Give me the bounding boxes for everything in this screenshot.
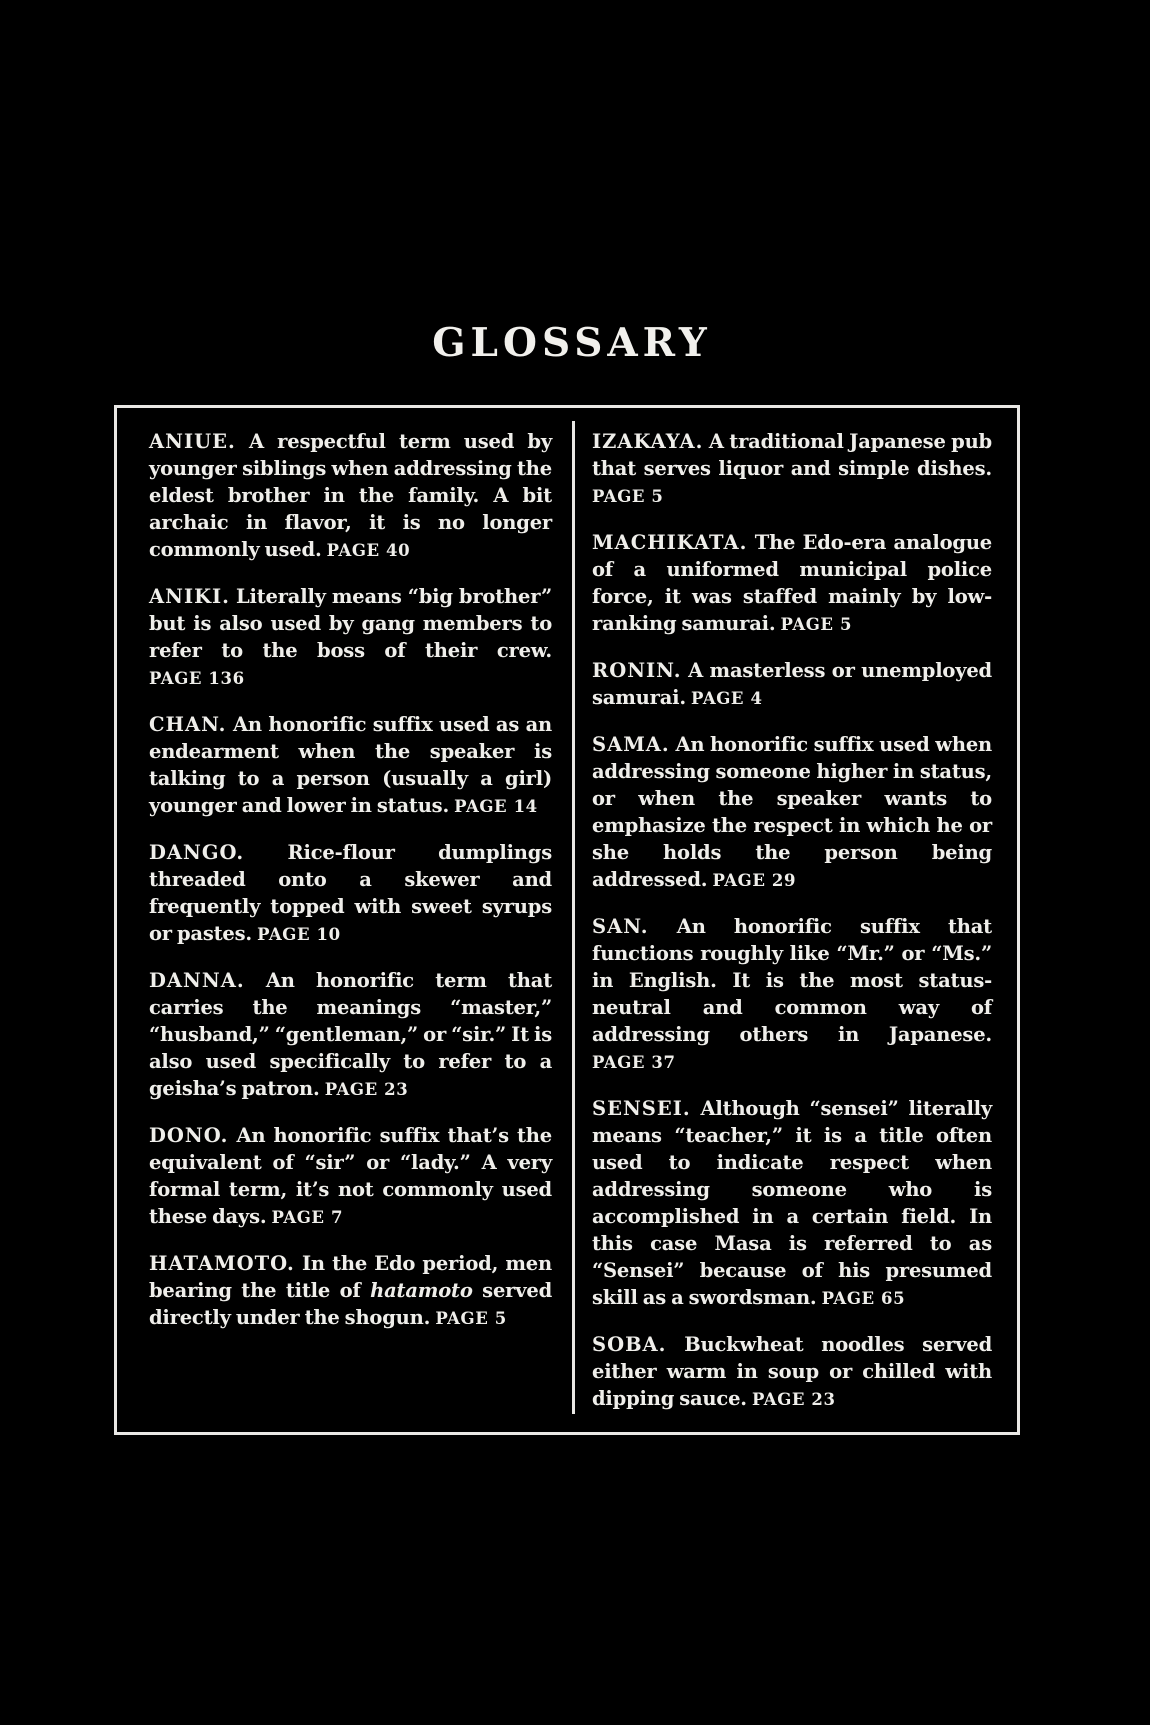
glossary-entry [149,1250,552,1332]
definition-text: The Edo-era analogue of a uniformed municipal police force, it was staffed mainly by low-ranking samurai. [592,531,993,635]
page-reference: PAGE 10 [257,925,341,944]
glossary-term: ANIKI. [149,585,230,608]
page-reference: PAGE 65 [821,1289,906,1308]
page-reference: PAGE 29 [712,871,797,890]
glossary-term: RONIN. [592,659,682,682]
glossary-entry [592,529,992,638]
glossary-entry [592,913,992,1076]
glossary-box [114,405,1020,1435]
glossary-entry [149,967,552,1103]
glossary-entry [592,428,992,510]
glossary-column-right [575,408,1017,1432]
glossary-entry [149,583,552,692]
definition-text: Buckwheat noodles served either warm in soup or chilled with dipping sauce. [592,1333,993,1410]
definition-text: An honorific suffix used as an endearment when the speaker is talking to a person (usually a girl) younger and lower in status. [149,713,553,817]
glossary-entry [592,731,992,894]
definition-text: An honorific term that carries the meanings “master,” “husband,” “gentleman,” or “sir.” It is also used specifically to refer to a geisha’s patron. [149,969,553,1100]
glossary-term: SOBA. [592,1333,667,1356]
glossary-entry [149,428,552,564]
glossary-entry [149,1122,552,1231]
page-reference: PAGE 4 [691,689,763,708]
page-reference: PAGE 5 [592,487,664,506]
page-reference: PAGE 136 [149,669,245,688]
definition-text: An honorific suffix that’s the equivalent of “sir” or “lady.” A very formal term, it’s not commonly used these days. [149,1124,552,1228]
glossary-term: SAN. [592,915,649,938]
definition-text: A traditional Japanese pub that serves liquor and simple dishes. [592,430,992,480]
definition-text: In the Edo period, men bearing the title of [149,1252,552,1302]
page-reference: PAGE 7 [271,1208,344,1227]
glossary-entry [592,657,992,712]
glossary-term: SAMA. [592,733,670,756]
page-reference: PAGE 5 [780,615,853,634]
definition-text: hatamoto [370,1279,473,1302]
page-reference: PAGE 23 [751,1390,836,1409]
glossary-column-left [117,408,572,1432]
glossary-term: ANIUE. [149,430,236,453]
definition-text: served directly under the shogun. [149,1279,553,1329]
glossary-term: HATAMOTO. [149,1252,295,1275]
glossary-term: DANNA. [149,969,245,992]
page-reference: PAGE 40 [326,541,411,560]
glossary-term: DANGO. [149,841,245,864]
glossary-term: SENSEI. [592,1097,691,1120]
glossary-entry [149,839,552,948]
definition-text: A masterless or unemployed samurai. [592,659,992,709]
page-reference: PAGE 37 [592,1053,676,1072]
glossary-term: MACHIKATA. [592,531,748,554]
definition-text: An honorific suffix that functions roughly like “Mr.” or “Ms.” in English. It is the most status-neutral and common way of addressing others in Japanese. [592,915,992,1046]
page-reference: PAGE 23 [324,1080,409,1099]
page-title: GLOSSARY [432,320,712,366]
definition-text: Rice-flour dumplings threaded onto a skewer and frequently topped with sweet syrups or pastes. [149,841,552,945]
page-reference: PAGE 14 [454,797,538,816]
glossary-entry [592,1331,992,1413]
glossary-term: DONO. [149,1124,229,1147]
glossary-term: CHAN. [149,713,227,736]
definition-text: Literally means “big brother” but is also used by gang members to refer to the boss of their crew. [149,585,552,662]
glossary-term: IZAKAYA. [592,430,704,453]
definition-text: Although “sensei” literally means “teacher,” it is a title often used to indicate respect when addressing someone who is accomplished in a certain field. In this case Masa is referred to as “Sensei” because of his presumed skill as a swordsman. [592,1097,992,1309]
definition-text: An honorific suffix used when addressing someone higher in status, or when the speaker wants to emphasize the respect in which he or she holds the person being addressed. [592,733,993,891]
definition-text: A respectful term used by younger siblings when addressing the eldest brother in the family. A bit archaic in flavor, it is no longer commonly used. [149,430,552,561]
page-reference: PAGE 5 [435,1309,507,1328]
glossary-entry [592,1095,992,1312]
glossary-entry [149,711,552,820]
